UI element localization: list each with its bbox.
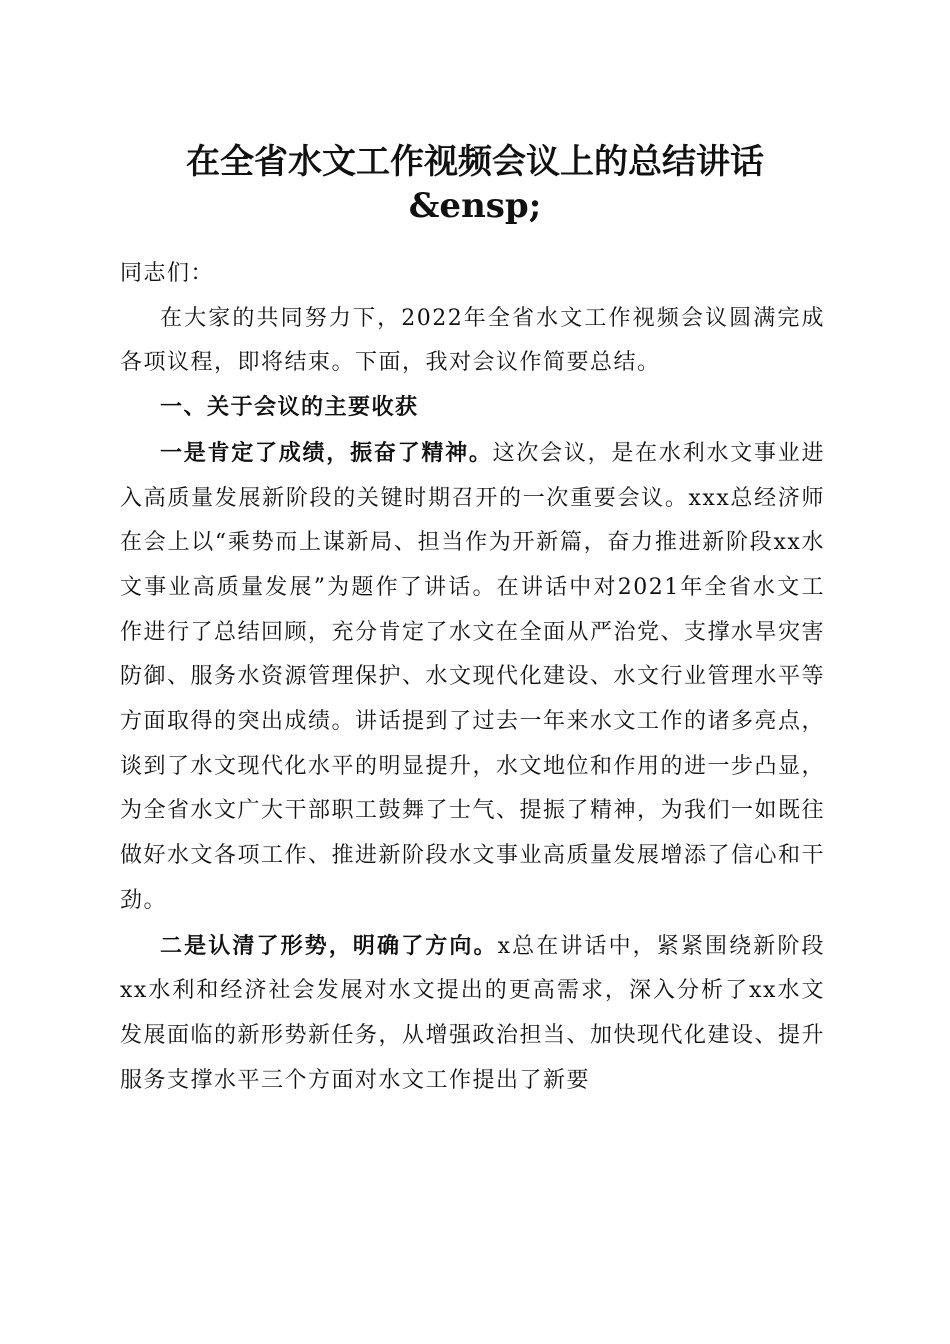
document-title-entity: &ensp;	[408, 186, 542, 226]
point-two-text: x总在讲话中，紧紧围绕新阶段xx水利和经济社会发展对水文提出的更高需求，深入分析了xx水文发展面临的新形势新任务，从增强政治担当、加快现代化建设、提升服务支撑水平三个方面对水文工作提出了新要	[120, 933, 826, 1093]
point-one-paragraph	[120, 431, 825, 924]
point-two-paragraph	[120, 924, 825, 1104]
point-one-text: 这次会议，是在水利水文事业进入高质量发展新阶段的关键时期召开的一次重要会议。xxx总经济师在会上以“乘势而上谋新局、担当作为开新篇，奋力推进新阶段xx水文事业高质量发展”为题作了讲话。在讲话中对2021年全省水文工作进行了总结回顾，充分肯定了水文在全面从严治党、支撑水旱灾害防御、服务水资源管理保护、水文现代化建设、水文行业管理水平等方面取得的突出成绩。讲话提到了过去一年来水文工作的诸多亮点，谈到了水文现代化水平的明显提升，水文地位和作用的进一步凸显，为全省水文广大干部职工鼓舞了士气、提振了精神，为我们一如既往做好水文各项工作、推进新阶段水文事业高质量发展增添了信心和干劲。	[120, 440, 826, 913]
intro-paragraph: 在大家的共同努力下，2022年全省水文工作视频会议圆满完成各项议程，即将结束。下面，我对会议作简要总结。	[120, 305, 825, 376]
document-body	[120, 252, 825, 1103]
point-two-lead: 二是认清了形势，明确了方向。	[160, 932, 498, 959]
point-one-lead: 一是肯定了成绩，振奋了精神。	[160, 439, 493, 466]
salutation: 同志们：	[120, 261, 215, 286]
document-title: 在全省水文工作视频会议上的总结讲话	[186, 142, 764, 182]
section-heading: 一、关于会议的主要收获	[160, 395, 419, 421]
